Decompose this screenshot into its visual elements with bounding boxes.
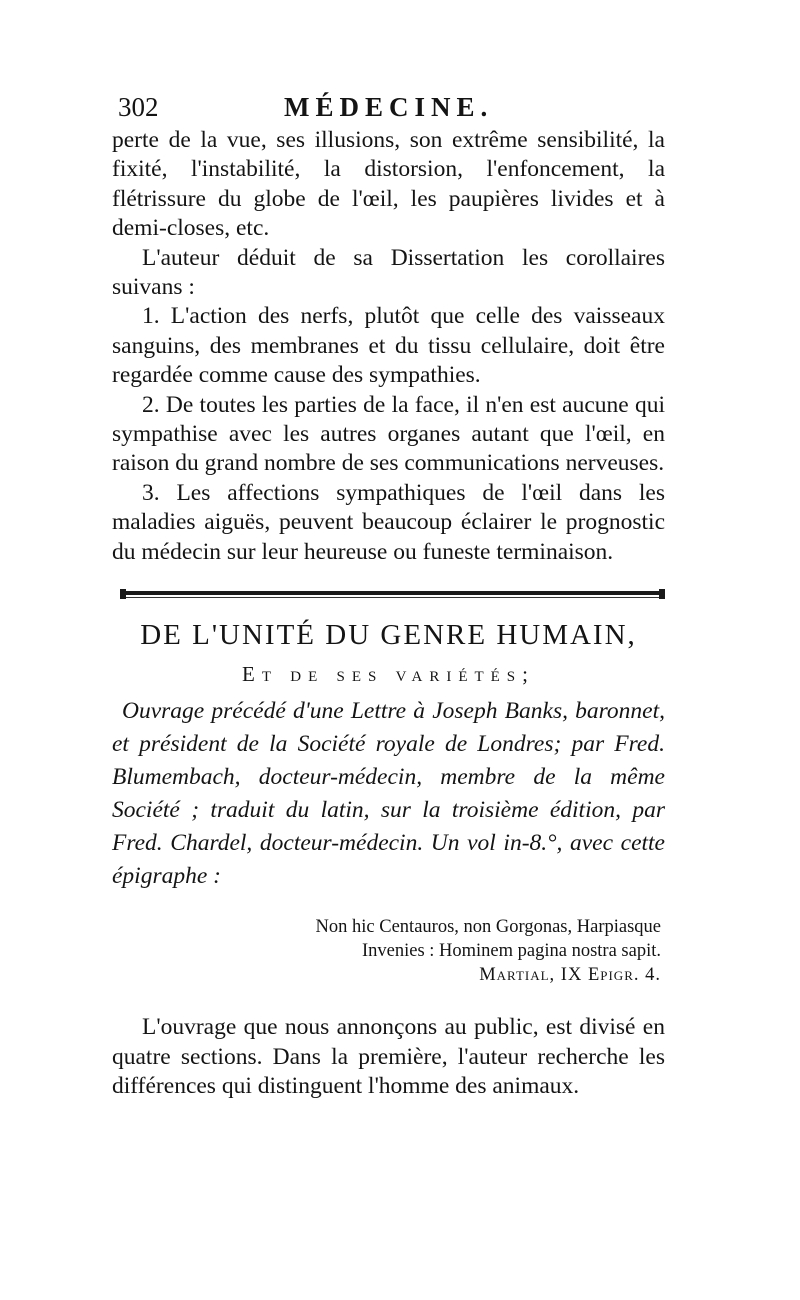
- epigraph-line-1: Non hic Centauros, non Gorgonas, Harpiasque: [315, 917, 661, 938]
- section-divider: [120, 589, 665, 599]
- page-number: 302: [118, 92, 159, 122]
- corollary-3: 3. Les affections sympathiques de l'œil dans les maladies aiguës, peuvent beaucoup éclairer le prognostic du médecin sur leur heureuse ou funeste terminaison.: [112, 479, 665, 565]
- epigraph-line-2: Invenies : Hominem pagina nostra sapit.: [361, 941, 661, 962]
- review-description: Ouvrage précédé d'une Lettre à Joseph Banks, baronnet, et président de la Société royale de Londres; par Fred. Blumembach, docteur-médecin, membre de la même Société ; traduit du latin, sur la troisième édition, par Fred. Chardel, docteur-médecin. Un vol in-8.°, avec cette épigraphe :: [112, 698, 665, 890]
- review-title: DE L'UNITÉ DU GENRE HUMAIN,: [140, 619, 637, 652]
- section-title: MÉDECINE.: [284, 92, 494, 122]
- epigraph: [112, 915, 665, 987]
- running-head: [112, 92, 665, 126]
- corollary-1: 1. L'action des nerfs, plutôt que celle des vaisseaux sanguins, des membranes et du tissu cellulaire, doit être regardée comme cause des sympathies.: [112, 303, 665, 389]
- opening-paragraph: perte de la vue, ses illusions, son extrême sensibilité, la fixité, l'instabilité, la distorsion, l'enfoncement, la flétrissure du globe de l'œil, les paupières livides et à demi-closes, etc.: [112, 127, 665, 242]
- closing-paragraph: L'ouvrage que nous annonçons au public, est divisé en quatre sections. Dans la première, l'auteur recherche les différences qui distinguent l'homme des animaux.: [112, 1014, 665, 1099]
- review-subtitle: Et de ses variétés;: [242, 662, 535, 687]
- epigraph-source: Martial, IX Epigr. 4.: [479, 965, 661, 986]
- corollary-2: 2. De toutes les parties de la face, il n'en est aucune qui sympathise avec les autres organes autant que l'œil, en raison du grand nombre de ses communications nerveuses.: [112, 391, 665, 477]
- corollaries-intro: L'auteur déduit de sa Dissertation les corollaires suivans :: [112, 244, 665, 301]
